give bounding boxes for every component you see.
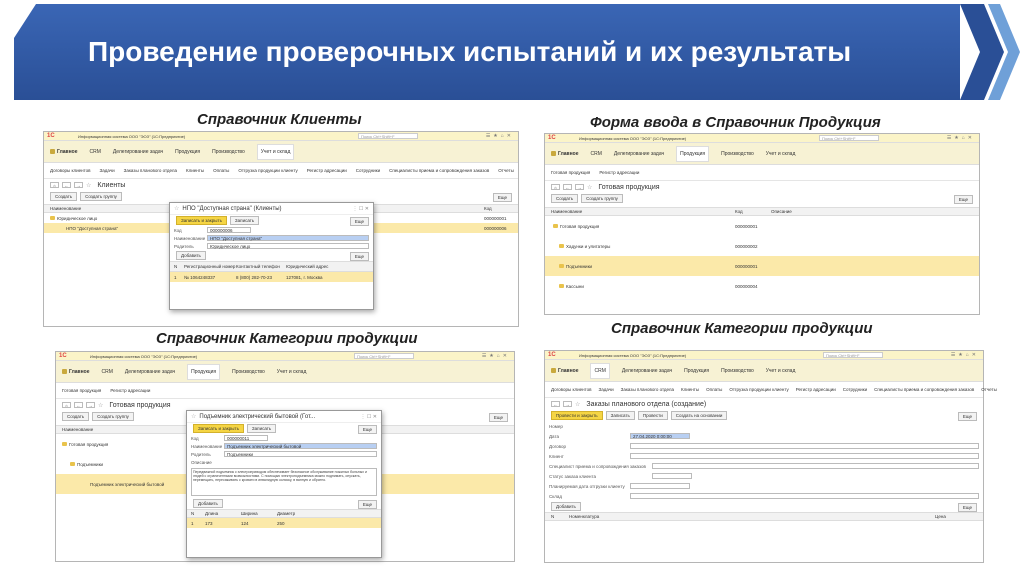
window-controls-icon[interactable]: ☰★⌂✕ bbox=[485, 133, 514, 139]
row-name: НПО "Доступная страна" bbox=[66, 225, 119, 231]
client-input[interactable] bbox=[630, 453, 979, 459]
code-input[interactable]: 000000006 bbox=[207, 227, 251, 233]
submenu-item[interactable]: Регистр адресации bbox=[110, 388, 151, 393]
page-title: Готовая продукция bbox=[598, 183, 660, 191]
client-field: Клиент bbox=[545, 451, 983, 461]
app-titlebar bbox=[545, 351, 983, 360]
section-menu bbox=[545, 360, 983, 382]
caption-categories-right: Справочник Категории продукции bbox=[611, 320, 873, 337]
number-field: Номер bbox=[549, 423, 563, 429]
star-icon[interactable]: ☆ bbox=[191, 414, 197, 420]
parent-field: Родитель Юридическое лицо bbox=[170, 242, 373, 250]
specialist-input[interactable] bbox=[652, 463, 979, 469]
more-button[interactable]: Еще bbox=[350, 252, 369, 261]
name-field: Наименование Подъемник электрический бытовой bbox=[187, 442, 381, 450]
submenu-item[interactable]: Договоры клиентов bbox=[50, 168, 91, 173]
menu-item-crm[interactable]: CRM bbox=[89, 148, 101, 155]
screenshot-clients bbox=[43, 131, 519, 327]
submenu-item[interactable]: Оплаты bbox=[213, 168, 230, 173]
toolbar bbox=[44, 191, 518, 202]
1c-logo: 1С bbox=[59, 353, 67, 359]
1c-logo: 1С bbox=[47, 133, 55, 139]
column-description: Описание bbox=[771, 209, 792, 214]
caption-product-form: Форма ввода в Справочник Продукция bbox=[590, 114, 881, 131]
menu-item-products[interactable]: Продукция bbox=[684, 367, 710, 374]
submenu-item[interactable]: Заказы планового отдела bbox=[123, 168, 178, 173]
slide-title: Проведение проверочных испытаний и их результаты bbox=[88, 36, 852, 67]
row-name: Юридическое лицо bbox=[57, 215, 98, 221]
submenu-item[interactable]: Регистр адресации bbox=[599, 170, 640, 175]
description-label-row: Описание bbox=[191, 459, 212, 465]
menu-item-main[interactable]: Главное bbox=[50, 149, 77, 155]
contract-input[interactable] bbox=[630, 443, 979, 449]
create-based-on-button[interactable]: Создать на основании bbox=[671, 411, 728, 420]
menu-item-main[interactable]: Главное bbox=[551, 368, 578, 374]
ship-date-input[interactable] bbox=[630, 483, 690, 489]
menu-item-production[interactable]: Производство bbox=[721, 150, 754, 157]
client-dialog bbox=[169, 202, 374, 310]
dialog-header bbox=[187, 411, 381, 423]
section-menu bbox=[545, 143, 979, 165]
window-controls-icon[interactable]: ☰★⌂✕ bbox=[481, 353, 510, 359]
submenu-item[interactable]: Регистр адресации bbox=[795, 387, 836, 392]
description-textarea[interactable]: Передвижной подъемник с электроприводом обеспечивает безопасное обслуживание пожилых больных и людей с ограниченными возможностями. С помощью электроподъемника можно поднимать, опускать, перемещать, пересаживать с кровати в инвалидную коляску, в ванную и обратно. bbox=[191, 468, 377, 496]
parent-input[interactable]: Подъемники bbox=[224, 451, 377, 457]
submenu-item[interactable]: Отгрузка продукции клиенту bbox=[238, 168, 298, 173]
global-search-input[interactable]: Поиск Ctrl+Shift+F bbox=[823, 352, 883, 358]
submenu-item[interactable]: Оплаты bbox=[706, 387, 723, 392]
submenu bbox=[56, 383, 514, 399]
window-title: Информационная система ООО "ЭОЗ" (1С:Предприятие) bbox=[579, 353, 687, 358]
submenu-item[interactable]: Заказы планового отдела bbox=[620, 387, 675, 392]
dialog-title: Подъемник электрический бытовой (Гот... bbox=[199, 413, 316, 420]
reports-button[interactable]: Отчеты bbox=[498, 168, 514, 173]
submenu-item[interactable]: Сотрудники bbox=[355, 168, 381, 173]
submenu-item[interactable]: Готовая продукция bbox=[551, 170, 591, 175]
category-dialog bbox=[186, 410, 382, 558]
submenu-item[interactable]: Клиенты bbox=[186, 168, 205, 173]
more-button[interactable]: Еще bbox=[358, 500, 377, 509]
table-row[interactable]: Подъемник электрический бытовой bbox=[56, 474, 514, 494]
folder-icon bbox=[559, 244, 564, 248]
star-icon[interactable]: ☆ bbox=[98, 402, 104, 409]
contract-field: Договор bbox=[545, 441, 983, 451]
table-row[interactable]: 1 173 124 250 bbox=[187, 518, 381, 528]
name-field: Наименование НПО "Доступная страна" bbox=[170, 234, 373, 242]
toolbar bbox=[545, 410, 983, 421]
table-row[interactable]: Подъемники 000000001 bbox=[545, 256, 979, 276]
dialog-toolbar bbox=[187, 423, 381, 434]
page-title: Готовая продукция bbox=[109, 401, 171, 409]
dialog-title: НПО "Доступная страна" (Клиенты) bbox=[182, 205, 282, 212]
star-icon[interactable]: ☆ bbox=[174, 206, 180, 212]
submenu-item[interactable]: Клиенты bbox=[681, 387, 700, 392]
global-search-input[interactable]: Поиск Ctrl+Shift+F bbox=[354, 353, 414, 359]
home-icon bbox=[62, 369, 67, 374]
star-icon[interactable]: ☆ bbox=[587, 184, 593, 191]
1c-logo: 1С bbox=[548, 135, 556, 141]
window-title: Информационная система ООО "ЭОЗ" (1С:Предприятие) bbox=[90, 354, 198, 359]
more-button[interactable]: Еще bbox=[954, 195, 973, 204]
global-search-input[interactable]: Поиск Ctrl+Shift+F bbox=[819, 135, 879, 141]
tabular-toolbar bbox=[170, 250, 373, 261]
menu-item-delegation[interactable]: Делегирование задач bbox=[112, 148, 164, 155]
save-close-button[interactable]: Записать и закрыть bbox=[193, 424, 244, 433]
menu-item-products[interactable]: Продукция bbox=[676, 146, 709, 162]
page-title: Клиенты bbox=[97, 181, 126, 189]
submenu-item[interactable]: Задачи bbox=[99, 168, 115, 173]
specialist-field: Специалист приема и сопровождения заказов bbox=[545, 461, 983, 471]
folder-icon bbox=[559, 284, 564, 288]
warehouse-field: Склад bbox=[545, 491, 983, 501]
home-nav-button[interactable]: ⌂ bbox=[62, 402, 71, 408]
back-button[interactable]: ← bbox=[74, 402, 83, 408]
table-row[interactable]: Готовая продукция 000000001 bbox=[545, 216, 979, 236]
submenu-item[interactable]: Специалисты приема и сопровождения заказов bbox=[389, 168, 490, 173]
column-code: Код bbox=[735, 209, 743, 214]
submenu bbox=[545, 382, 997, 398]
table-row[interactable]: Кассыни 000000004 bbox=[545, 276, 979, 296]
submenu-item[interactable]: Задачи bbox=[598, 387, 614, 392]
ship-date-field: Планируемая дата отгрузки клиенту bbox=[545, 481, 983, 491]
page-title: Заказы планового отдела (создание) bbox=[586, 400, 707, 408]
menu-item-crm[interactable]: CRM bbox=[101, 368, 113, 375]
screenshot-products bbox=[544, 133, 980, 315]
row-code: 000000001 bbox=[484, 215, 507, 221]
submenu-item[interactable]: Договоры клиентов bbox=[551, 387, 592, 392]
menu-item-production[interactable]: Производство bbox=[232, 368, 265, 375]
tabular-toolbar bbox=[545, 501, 983, 512]
forward-button[interactable]: → bbox=[575, 184, 584, 190]
row-code: 000000006 bbox=[484, 225, 507, 231]
page-nav bbox=[44, 179, 518, 191]
more-button[interactable]: Еще bbox=[489, 413, 508, 422]
menu-item-accounting[interactable]: Учет и склад bbox=[765, 150, 796, 157]
home-nav-button[interactable]: ⌂ bbox=[50, 182, 59, 188]
save-button[interactable]: Записать bbox=[230, 216, 259, 225]
caption-categories-left: Справочник Категории продукции bbox=[156, 330, 418, 347]
menu-item-accounting[interactable]: Учет и склад bbox=[276, 368, 307, 375]
parent-field: Родитель Подъемники bbox=[187, 450, 381, 458]
caption-clients: Справочник Клиенты bbox=[197, 111, 362, 128]
chevron-arrows-icon bbox=[940, 4, 1024, 100]
add-button[interactable]: Добавить bbox=[551, 502, 581, 511]
window-controls-icon[interactable]: ☰★⌂✕ bbox=[946, 135, 975, 141]
date-input[interactable]: 27.04.2020 0:00:00 bbox=[630, 433, 690, 439]
back-button[interactable]: ← bbox=[563, 184, 572, 190]
post-close-button[interactable]: Провести и закрыть bbox=[551, 411, 603, 420]
table-row[interactable]: Хадунки и улитатеры 000000002 bbox=[545, 236, 979, 256]
column-name: Наименование bbox=[62, 427, 94, 432]
tabular-toolbar bbox=[187, 498, 381, 509]
home-icon bbox=[551, 151, 556, 156]
forward-button[interactable]: → bbox=[563, 401, 572, 407]
warehouse-input[interactable] bbox=[630, 493, 979, 499]
create-button[interactable]: Создать bbox=[551, 194, 578, 203]
more-button[interactable]: Еще bbox=[493, 193, 512, 202]
column-name: Наименование bbox=[551, 209, 583, 214]
global-search-input[interactable]: Поиск Ctrl+Shift+F bbox=[358, 133, 418, 139]
table-row[interactable]: Готовая продукция bbox=[56, 434, 514, 454]
parent-input[interactable]: Юридическое лицо bbox=[207, 243, 369, 249]
menu-item-crm[interactable]: CRM bbox=[590, 150, 602, 157]
dialog-header bbox=[170, 203, 373, 215]
add-button[interactable]: Добавить bbox=[193, 499, 223, 508]
tabular-header: N Номенклатура Цена bbox=[545, 512, 983, 521]
more-button[interactable]: Еще bbox=[958, 412, 977, 421]
section-menu bbox=[56, 361, 514, 383]
post-button[interactable]: Провести bbox=[638, 411, 668, 420]
folder-icon bbox=[62, 442, 67, 446]
menu-item-accounting[interactable]: Учет и склад bbox=[765, 367, 796, 374]
back-button[interactable]: ← bbox=[62, 182, 71, 188]
dialog-toolbar bbox=[170, 215, 373, 226]
menu-item-products[interactable]: Продукция bbox=[175, 148, 201, 155]
folder-icon bbox=[70, 462, 75, 466]
menu-item-main[interactable]: Главное bbox=[551, 151, 578, 157]
home-icon bbox=[551, 368, 556, 373]
screenshot-categories-left bbox=[55, 351, 515, 562]
save-button[interactable]: Записать bbox=[247, 424, 276, 433]
table-row[interactable]: 1 № 1064248337 8 (800) 282-70-23 127081, г. Москва bbox=[170, 272, 373, 282]
more-button[interactable]: Еще bbox=[350, 217, 369, 226]
column-name: Наименование bbox=[50, 206, 82, 211]
tabular-header: N Длина Ширина Диаметр bbox=[187, 509, 381, 518]
submenu bbox=[545, 165, 979, 181]
menu-item-delegation[interactable]: Делегирование задач bbox=[621, 367, 673, 374]
menu-item-accounting[interactable]: Учет и склад bbox=[257, 144, 295, 160]
forward-button[interactable]: → bbox=[74, 182, 83, 188]
app-titlebar bbox=[44, 132, 518, 141]
name-input[interactable]: НПО "Доступная страна" bbox=[207, 235, 369, 241]
toolbar bbox=[545, 193, 979, 204]
dialog-controls-icon[interactable]: ⋮ ☐ ✕ bbox=[352, 205, 369, 212]
create-group-button[interactable]: Создать группу bbox=[581, 194, 623, 203]
menu-item-delegation[interactable]: Делегирование задач bbox=[613, 150, 665, 157]
add-button[interactable]: Добавить bbox=[176, 251, 206, 260]
submenu-item[interactable]: Специалисты приема и сопровождения заказов bbox=[874, 387, 975, 392]
app-titlebar bbox=[545, 134, 979, 143]
menu-item-production[interactable]: Производство bbox=[721, 367, 754, 374]
app-titlebar bbox=[56, 352, 514, 361]
dialog-controls-icon[interactable]: ⋮ ☐ ✕ bbox=[360, 413, 377, 420]
more-button[interactable]: Еще bbox=[958, 503, 977, 512]
submenu-item[interactable]: Готовая продукция bbox=[62, 388, 102, 393]
menu-item-delegation[interactable]: Делегирование задач bbox=[124, 368, 176, 375]
date-field: Дата 27.04.2020 0:00:00 bbox=[545, 431, 983, 441]
table-row[interactable]: Подъемники bbox=[56, 454, 514, 474]
create-button[interactable]: Создать bbox=[62, 412, 89, 421]
home-nav-button[interactable]: ⌂ bbox=[551, 184, 560, 190]
folder-icon bbox=[559, 264, 564, 268]
menu-item-main[interactable]: Главное bbox=[62, 369, 89, 375]
create-group-button[interactable]: Создать группу bbox=[92, 412, 134, 421]
table-header bbox=[545, 207, 979, 216]
window-title: Информационная система ООО "ЭОЗ" (1С:Предприятие) bbox=[579, 136, 687, 141]
star-icon[interactable]: ☆ bbox=[86, 182, 92, 189]
window-controls-icon[interactable]: ☰★⌂✕ bbox=[950, 352, 979, 358]
back-button[interactable]: ← bbox=[551, 401, 560, 407]
code-input[interactable]: 000000011 bbox=[224, 435, 268, 441]
folder-icon bbox=[553, 224, 558, 228]
save-button[interactable]: Записать bbox=[606, 411, 635, 420]
reports-button[interactable]: Отчеты bbox=[981, 387, 997, 392]
title-banner bbox=[0, 0, 1024, 100]
submenu-item[interactable]: Отгрузка продукции клиенту bbox=[729, 387, 789, 392]
menu-item-products[interactable]: Продукция bbox=[187, 364, 220, 380]
folder-icon bbox=[50, 216, 55, 220]
submenu-item[interactable]: Сотрудники bbox=[842, 387, 868, 392]
page-nav bbox=[545, 398, 983, 410]
status-input[interactable] bbox=[652, 473, 692, 479]
screenshot-orders bbox=[544, 350, 997, 563]
name-input[interactable]: Подъемник электрический бытовой bbox=[224, 443, 377, 449]
page-nav bbox=[545, 181, 979, 193]
code-field: Код 000000011 bbox=[187, 434, 381, 442]
window-title: Информационная система ООО "ЭОЗ" (1С:Предприятие) bbox=[78, 134, 186, 139]
more-button[interactable]: Еще bbox=[358, 425, 377, 434]
menu-item-production[interactable]: Производство bbox=[212, 148, 245, 155]
forward-button[interactable]: → bbox=[86, 402, 95, 408]
save-close-button[interactable]: Записать и закрыть bbox=[176, 216, 227, 225]
home-icon bbox=[50, 149, 55, 154]
submenu-item[interactable]: Регистр адресации bbox=[306, 168, 347, 173]
1c-logo: 1С bbox=[548, 352, 556, 358]
section-menu bbox=[44, 141, 518, 163]
status-field: Статус заказа клиента bbox=[545, 471, 983, 481]
create-group-button[interactable]: Создать группу bbox=[80, 192, 122, 201]
star-icon[interactable]: ☆ bbox=[575, 401, 581, 408]
tabular-header: N Регистрационный номер Контактный телефон Юридический адрес bbox=[170, 261, 373, 272]
code-field: Код 000000006 bbox=[170, 226, 373, 234]
column-code: Код bbox=[484, 206, 492, 211]
menu-item-crm[interactable]: CRM bbox=[590, 363, 609, 379]
create-button[interactable]: Создать bbox=[50, 192, 77, 201]
submenu bbox=[44, 163, 518, 179]
